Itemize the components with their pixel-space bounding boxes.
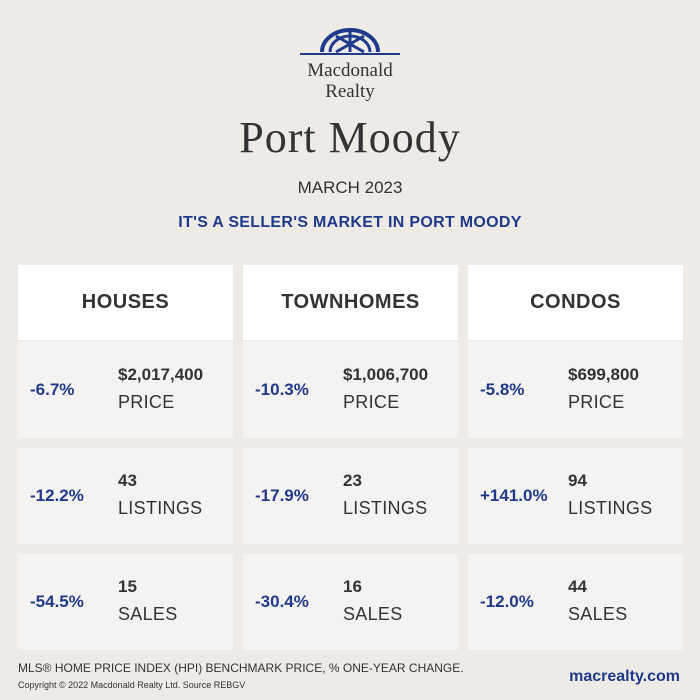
stat-value: 16 — [343, 577, 362, 596]
stat-value: $1,006,700 — [343, 365, 429, 384]
macdonald-realty-logo — [300, 26, 400, 56]
stat-cell-listings — [18, 448, 233, 544]
stat-cell-price — [243, 342, 458, 438]
stat-cell-price — [468, 342, 683, 438]
stat-value: 15 — [118, 577, 137, 596]
percent-change: -6.7% — [30, 380, 75, 399]
stat-cell-sales — [243, 554, 458, 650]
stat-label: PRICE — [118, 392, 175, 412]
percent-change: -5.8% — [480, 380, 525, 399]
stat-value: 44 — [568, 577, 587, 596]
footnote: MLS® HOME PRICE INDEX (HPI) BENCHMARK PRICE, % ONE-YEAR CHANGE. — [18, 661, 464, 675]
stat-cell-price — [18, 342, 233, 438]
copyright-notice: Copyright © 2022 Macdonald Realty Ltd. Source REBGV — [18, 680, 246, 690]
market-tagline: IT'S A SELLER'S MARKET IN PORT MOODY — [178, 214, 522, 231]
stat-label: SALES — [118, 604, 178, 624]
percent-change: -30.4% — [255, 592, 309, 611]
stat-label: PRICE — [568, 392, 625, 412]
percent-change: -12.2% — [30, 486, 84, 505]
percent-change: +141.0% — [480, 486, 548, 505]
stat-value: $2,017,400 — [118, 365, 204, 384]
percent-change: -17.9% — [255, 486, 309, 505]
website-link[interactable]: macrealty.com — [569, 668, 680, 685]
townhomes-column — [243, 265, 458, 624]
stat-value: 43 — [118, 471, 137, 490]
houses-column — [18, 265, 233, 624]
brand-line-2: Realty — [325, 81, 375, 102]
stat-label: PRICE — [343, 392, 400, 412]
stat-cell-sales — [18, 554, 233, 650]
condos-column — [468, 265, 683, 624]
stat-label: SALES — [343, 604, 403, 624]
brand-name — [0, 60, 700, 102]
stat-cell-sales — [468, 554, 683, 650]
page-title: Port Moody — [239, 113, 461, 162]
stat-label: LISTINGS — [343, 498, 428, 518]
percent-change: -12.0% — [480, 592, 534, 611]
percent-change: -54.5% — [30, 592, 84, 611]
column-title: HOUSES — [18, 265, 233, 340]
stat-label: LISTINGS — [568, 498, 653, 518]
stat-value: 23 — [343, 471, 362, 490]
stat-label: LISTINGS — [118, 498, 203, 518]
percent-change: -10.3% — [255, 380, 309, 399]
stat-cell-listings — [468, 448, 683, 544]
column-title: TOWNHOMES — [243, 265, 458, 340]
report-month: MARCH 2023 — [297, 178, 403, 197]
stat-label: SALES — [568, 604, 628, 624]
column-title: CONDOS — [468, 265, 683, 340]
stat-value: 94 — [568, 471, 587, 490]
stat-cell-listings — [243, 448, 458, 544]
brand-line-1: Macdonald — [307, 60, 393, 81]
stat-value: $699,800 — [568, 365, 639, 384]
